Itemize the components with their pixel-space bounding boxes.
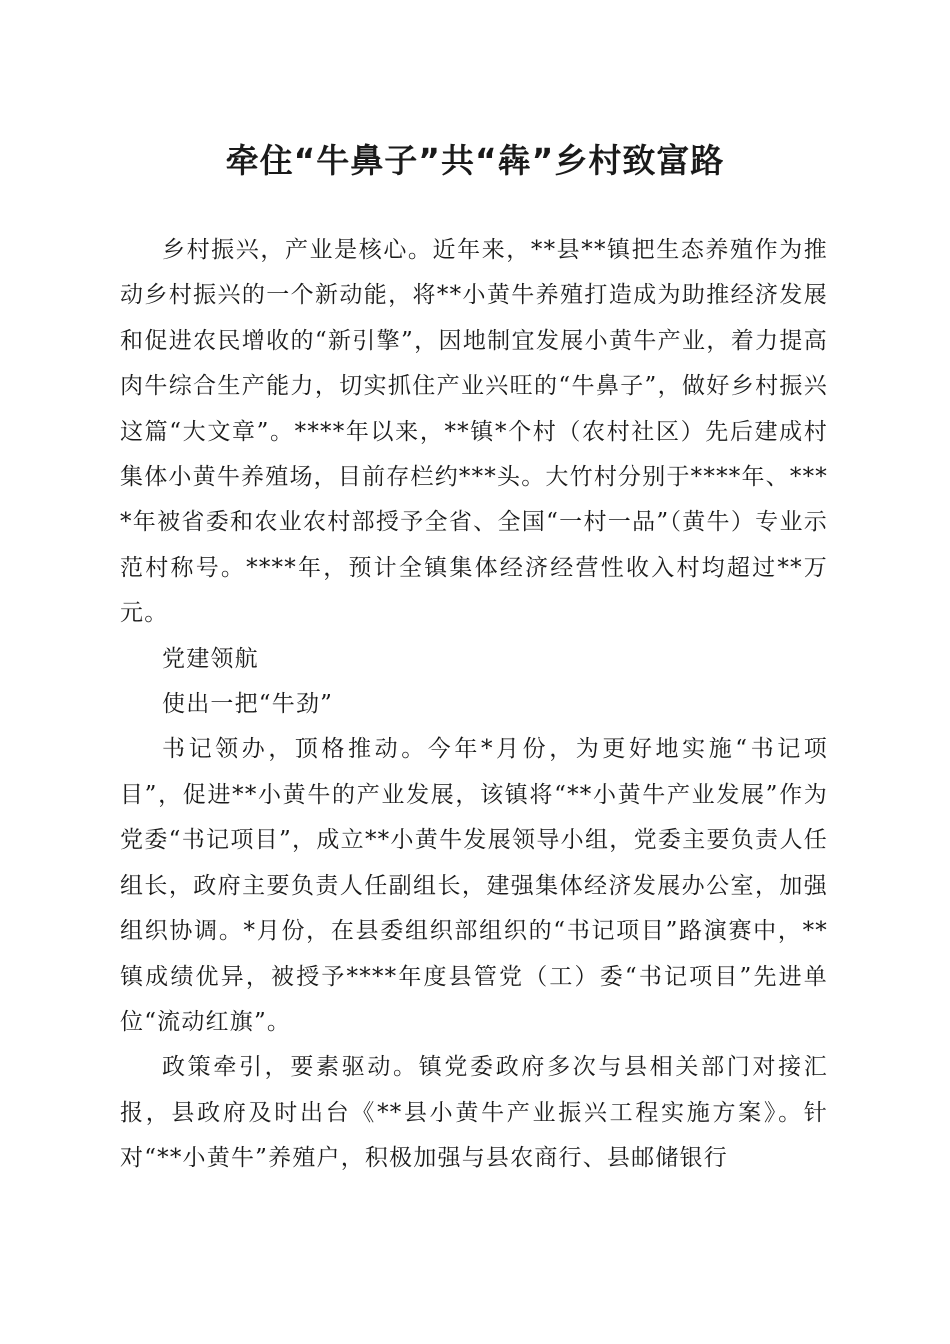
document-body — [120, 228, 828, 1182]
section-heading-party-building: 党建领航 — [162, 645, 259, 672]
section-subheading-effort: 使出一把“牛劲” — [162, 691, 334, 718]
document-title: 牵住“牛鼻子”共“犇”乡村致富路 — [225, 141, 725, 180]
paragraph-secretary-project: 书记领办，顶格推动。今年*月份，为更好地实施“书记项目”，促进**小黄牛的产业发展，该镇将“**小黄牛产业发展”作为党委“书记项目”，成立**小黄牛发展领导小组，党委主要负责人任组长，政府主要负责人任副组长，建强集体经济发展办公室，加强组织协调。*月份，在县委组织部组织的“书记项目”路演赛中，**镇成绩优异，被授予****年度县管党（工）委“书记项目”先进单位“流动红旗”。 — [120, 736, 828, 1035]
paragraph-policy-guidance: 政策牵引，要素驱动。镇党委政府多次与县相关部门对接汇报，县政府及时出台《**县小黄牛产业振兴工程实施方案》。针对“**小黄牛”养殖户，积极加强与县农商行、县邮储银行 — [120, 1054, 828, 1172]
intro-paragraph: 乡村振兴，产业是核心。近年来，**县**镇把生态养殖作为推动乡村振兴的一个新动能，将**小黄牛养殖打造成为助推经济发展和促进农民增收的“新引擎”，因地制宜发展小黄牛产业，着力提高肉牛综合生产能力，切实抓住产业兴旺的“牛鼻子”，做好乡村振兴这篇“大文章”。****年以来，**镇*个村（农村社区）先后建成村集体小黄牛养殖场，目前存栏约***头。大竹村分别于****年、****年被省委和农业农村部授予全省、全国“一村一品”（黄牛）专业示范村称号。****年，预计全镇集体经济经营性收入村均超过**万元。 — [120, 237, 828, 627]
